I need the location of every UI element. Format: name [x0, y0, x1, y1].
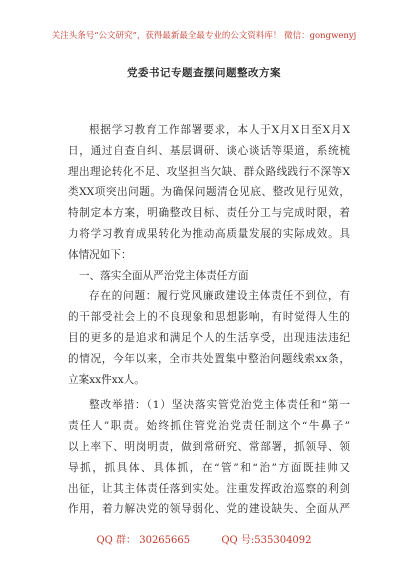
- qq-number: QQ 号:535304092: [221, 535, 312, 546]
- body-line: 出征，让其主体责任落到实处。注重发挥政治巡察的利剑: [68, 482, 350, 495]
- promo-banner: 关注头条号“公文研究”，获得最新最全最专业的公文资料库！ 微信：gongwenyj: [51, 31, 357, 41]
- body-line: 根据学习教育工作部署要求，本人于X月X日至X月X: [89, 124, 350, 136]
- body-line: 存在的问题：履行党风廉政建设主体责任不到位，有: [89, 290, 350, 303]
- contact-footer: [0, 534, 408, 547]
- body-line: 类XX项突出问题。为确保问题清仓见底、整改见行见效，: [68, 186, 350, 199]
- body-line: 力将学习教育成果转化为推动高质量发展的实际成效。具: [68, 227, 350, 240]
- document-title: 党委书记专题查摆问题整改方案: [127, 67, 281, 79]
- body-line: 日，通过自查自纠、基层调研、谈心谈话等渠道，系统梳: [68, 144, 350, 157]
- body-line: 责任人”职责。始终抓住管党治党责任制这个“牛鼻子”: [68, 420, 350, 433]
- body-line: 目的更多的是追求和满足个人的生活享受，出现违法违纪: [68, 331, 350, 344]
- body-line: 理出理论转化不足、攻坚担当欠缺、群众路线践行不深等X: [68, 165, 350, 178]
- section-heading: 一、落实全面从严治党主体责任方面: [79, 269, 249, 282]
- body-line: 作用，着力解决党的领导弱化、党的建设缺失、全面从严: [68, 503, 350, 516]
- body-line: 的干部受社会上的不良现象和思想影响，有时觉得人生的: [68, 311, 350, 324]
- body-line: 特制定本方案，明确整改目标、责任分工与完成时限，着: [68, 207, 350, 220]
- body-line: 体情况如下：: [68, 248, 132, 261]
- qq-group: QQ 群： 30265665: [96, 535, 191, 546]
- document-body: [68, 120, 350, 520]
- body-line: 导抓，抓具体、具体抓，在“管”和“治”方面既挂帅又: [68, 461, 350, 474]
- body-line: 以上率下、明岗明责，做到常研究、常部署，抓领导、领: [68, 440, 350, 453]
- body-line: 立案xx件xx人。: [68, 373, 145, 386]
- body-line: 整改举措：（1）坚决落实管党治党主体责任和“第一: [89, 399, 350, 412]
- body-line: 的情况，今年以来，全市共处置集中整治问题线索xx条，: [68, 352, 350, 365]
